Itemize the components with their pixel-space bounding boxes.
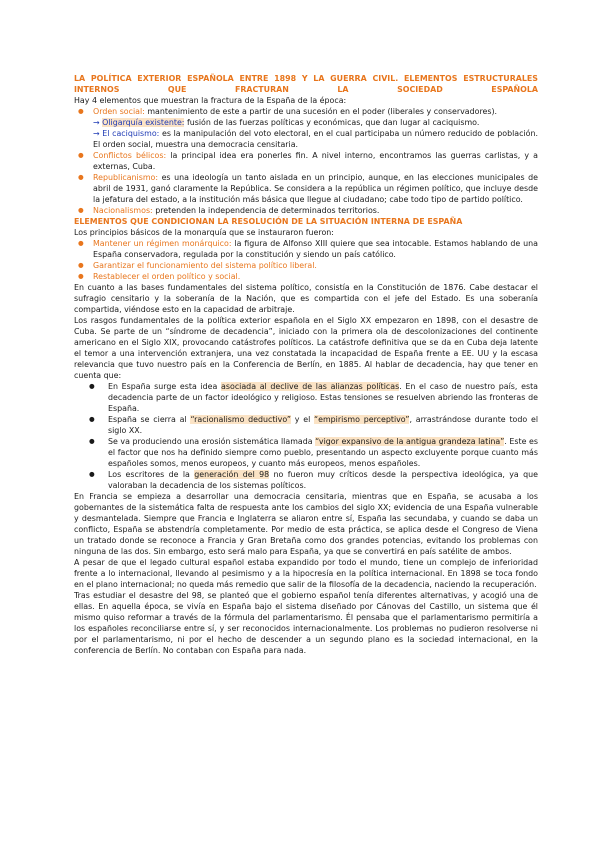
list-item-principio-monarquico: ● Mantener un régimen monárquico: la figura de Alfonso XIII quiere que sea intocable. Estamos hablando de una España conservadora, regulada por la constitución y siendo un país católico.	[74, 238, 538, 260]
list-item-principio-liberal: ● Garantizar el funcionamiento del sistema político liberal.	[74, 260, 538, 271]
term-republicanismo: Republicanismo:	[93, 173, 159, 182]
decadencia-list	[74, 381, 538, 491]
principios-list	[74, 238, 538, 282]
term-conflictos: Conflictos bélicos:	[93, 151, 167, 160]
document-page	[74, 73, 538, 656]
list-item-nacionalismos: ● Nacionalismos: pretenden la independencia de determinados territorios.	[74, 205, 538, 216]
list-item-principio-orden: ● Restablecer el orden político y social.	[74, 271, 538, 282]
heading-elementos-condicionan: ELEMENTOS QUE CONDICIONAN LA RESOLUCIÓN DE LA SITUACIÓN INTERNA DE ESPAÑA	[74, 217, 463, 226]
paragraph-bases-sistema: En cuanto a las bases fundamentales del sistema político, consistía en la Constitución de 1876. Cabe destacar el sufragio censitario y la soberanía de la Nación, que es compartida con el jefe del Estado. Es una soberanía compartida, viéndose esto en la capacidad de arbitraje.	[74, 283, 538, 314]
list-item-decadencia-generacion: ● Los escritores de la generación del 98 no fueron muy críticos desde la perspectiva ideológica, ya que valoraban la decadencia de los sistemas políticos.	[74, 469, 538, 491]
list-item-decadencia-vigor: ● Se va produciendo una erosión sistemática llamada “vigor expansivo de la antigua grandeza latina”. Este es el factor que nos ha definido siempre como pueblo, presentando un aspecto excluyente porque cuanto más españoles somos, menos europeos, y cuanto más europeos, menos españoles.	[74, 436, 538, 469]
list-item-decadencia-racionalismo: ● España se cierra al “racionalismo deductivo” y el “empirismo perceptivo”, arrastrándose durante todo el siglo XX.	[74, 414, 538, 436]
list-item-conflictos: ● Conflictos bélicos: la principal idea era ponerles fin. A nivel interno, encontramos las guerras carlistas, y a externas, Cuba.	[74, 150, 538, 172]
paragraph-francia: En Francia se empieza a desarrollar una democracia censitaria, mientras que en España, se acusaba a los gobernantes de la sistemática falta de respuesta ante los cambios del siglo XX; evidencia de una España vulnerable y desmantelada. Siempre que Francia e Inglaterra se aliaron entre sí, España las secundaba, y cuando se daba un conflicto, España se abstendría completamente. Por medio de esta práctica, se aplica desde el Congreso de Viena un tratado donde se reconoce a Francia y Gran Bretaña como dos grandes potencias, evitando los problemas con ninguna de las dos. Sin embargo, esto será malo para España, ya que se convertirá en país satélite de ambos.	[74, 492, 538, 556]
heading-politica-exterior: LA POLÍTICA EXTERIOR ESPAÑOLA ENTRE 1898 Y LA GUERRA CIVIL. ELEMENTOS ESTRUCTURALES INTERNOS QUE FRACTURAN LA SOCIEDAD ESPAÑOLA	[74, 74, 538, 94]
paragraph-desastre-98: Tras estudiar el desastre del 98, se planteó que el gobierno español tenía diferentes alternativas, y acogió una de ellas. En aquella época, se vivía en España bajo el sistema diseñado por Cánovas del Castillo, un sistema que él mismo quiso reformar a través de la fórmula del parlamentarismo. Él pensaba que el parlamentarismo permitiría a los españoles reconciliarse entre sí, y ser reconocidos internacionalmente. Los problemas no pudieron resolverse ni por el parlamentarismo, ni por el hecho de descender a un segundo plano es la sociedad internacional, en la conferencia de Berlín. No contaban con España para nada.	[74, 591, 538, 655]
sub-item-oligarquia: → Oligarquía existente: fusión de las fuerzas políticas y económicas, que dan lugar al caciquismo.	[93, 118, 480, 127]
highlight-vigor-expansivo: “vigor expansivo de la antigua grandeza latina”	[315, 437, 505, 446]
list-item-orden-social: ● Orden social: mantenimiento de este a partir de una sucesión en el poder (liberales y conservadores). → Oligarquía existente: fusión de las fuerzas políticas y económicas, que dan lugar al caciquismo. → El caciquismo: es la manipulación del voto electoral, en el cual participaba un número reducido de población. El orden social, muestra una democracia censitaria.	[74, 106, 538, 150]
term-oligarquia: Oligarquía existente:	[102, 118, 185, 127]
term-regimen-monarquico: Mantener un régimen monárquico:	[93, 239, 232, 248]
list-item-republicanismo: ● Republicanismo: es una ideología un tanto aislada en un principio, aunque, en las elecciones municipales de abril de 1931, ganó claramente la República. Se considera a la república un régimen político, que incluye desde la jefatura del estado, a la institución más básica que llegue al ciudadano; cabe todo tipo de partido político.	[74, 172, 538, 205]
list-item-decadencia-alianzas: ● En España surge esta idea asociada al declive de las alianzas políticas. En el caso de nuestro país, esta decadencia parte de un factor ideológico y religioso. Estas tensiones se resuelven abriendo las fronteras de España.	[74, 381, 538, 414]
elementos-list	[74, 106, 538, 216]
term-caciquismo: El caciquismo:	[102, 129, 160, 138]
paragraph-rasgos-politica-exterior: Los rasgos fundamentales de la política exterior española en el Siglo XX empezaron en 1898, con el desastre de Cuba. Se parte de un “síndrome de decadencia”, iniciado con la primera ola de descolonizaciones del continente americano en el Siglo XIX, provocando catástrofes políticos. La catástrofe definitiva que se da en Cuba deja latente el temor a una intervención extranjera, una vez constatada la incapacidad de España frente a EE. UU y la escasa relevancia que tuvo nuestro país en la Conferencia de Berlín, en 1885. Al hablar de decadencia, hay que tener en cuenta que:	[74, 316, 538, 380]
highlight-racionalismo: “racionalismo deductivo”	[190, 415, 291, 424]
term-orden-social: Orden social:	[93, 107, 145, 116]
sub-item-caciquismo: → El caciquismo: es la manipulación del voto electoral, en el cual participaba un número reducido de población. El orden social, muestra una democracia censitaria.	[93, 129, 538, 149]
highlight-generacion-98: generación del 98	[194, 470, 270, 479]
intro-principios: Los principios básicos de la monarquía que se instauraron fueron:	[74, 228, 334, 237]
highlight-declive-alianzas: asociada al declive de las alianzas políticas	[221, 382, 400, 391]
term-nacionalismos: Nacionalismos:	[93, 206, 153, 215]
highlight-empirismo: “empirismo perceptivo”	[314, 415, 410, 424]
paragraph-legado-cultural: A pesar de que el legado cultural español estaba expandido por todo el mundo, tiene un complejo de inferioridad frente a lo internacional, llevando al pesimismo y a la hipocresía en la política internacional. En 1898 se toca fondo en el plano internacional; no queda más remedio que salir de la filosofía de la decadencia, naciendo la recuperación.	[74, 558, 538, 589]
intro-elementos: Hay 4 elementos que muestran la fractura de la España de la época:	[74, 96, 347, 105]
